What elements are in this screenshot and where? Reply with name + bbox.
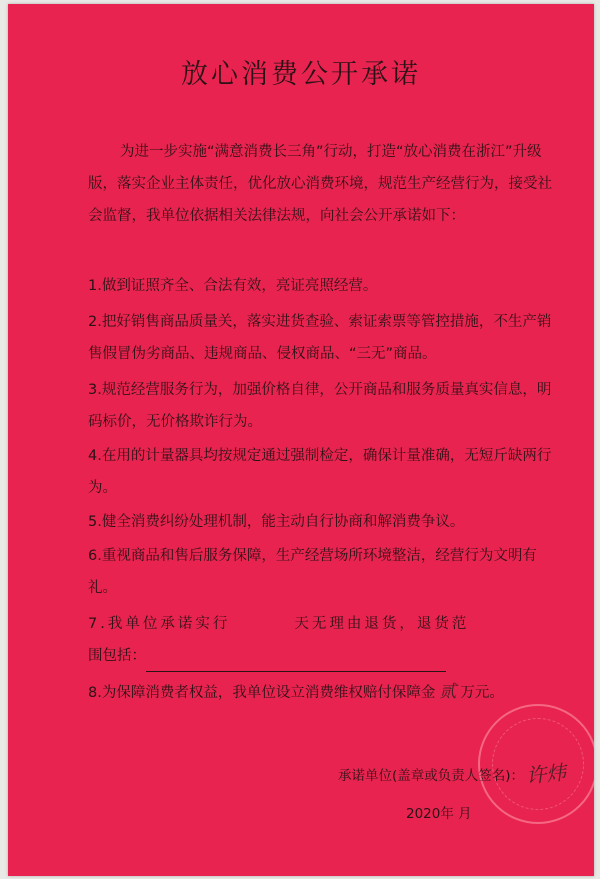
commitment-item-6: 6.重视商品和售后服务保障，生产经营场所环境整洁，经营行为文明有礼。	[88, 548, 537, 596]
commitment-item-1: 1.做到证照齐全、合法有效，亮证亮照经营。	[88, 278, 378, 294]
commitment-item-8	[88, 676, 558, 709]
item7-text-part2: 天无理由退货，退货范	[294, 616, 470, 632]
commitment-sheet	[8, 4, 594, 876]
item7-text-part1: 7.我单位承诺实行	[88, 616, 231, 632]
signature-label: 承诺单位(盖章或负责人签名)：	[338, 768, 525, 784]
intro-paragraph: 为进一步实施“满意消费长三角”行动，打造“放心消费在浙江”升级版，落实企业主体责任，优化放心消费环境，规范生产经营行为，接受社会监督，我单位依据相关法律法规，向社会公开承诺如下：	[88, 144, 552, 224]
handwritten-signature: 许炜	[525, 759, 568, 789]
commitment-item-2: 2.把好销售商品质量关，落实进货查验、索证索票等管控措施，不生产销售假冒伪劣商品、违规商品、侵权商品、“三无”商品。	[88, 314, 552, 362]
document-title: 放心消费公开承诺	[181, 59, 421, 90]
commitment-item-5: 5.健全消费纠纷处理机制，能主动自行协商和解消费争议。	[88, 514, 465, 530]
commitment-item-7	[88, 608, 558, 672]
date-line: 2020年 月	[406, 806, 472, 822]
item7-text-part3: 围包括：	[88, 648, 146, 664]
return-scope-blank-line	[146, 653, 446, 672]
item8-suffix: 万元。	[460, 685, 504, 701]
commitment-item-4: 4.在用的计量器具均按规定通过强制检定，确保计量准确，无短斤缺两行为。	[88, 448, 552, 496]
item8-prefix: 8.为保障消费者权益，我单位设立消费维权赔付保障金	[88, 685, 436, 701]
handwritten-amount: 贰	[439, 682, 457, 702]
commitment-item-3: 3.规范经营服务行为，加强价格自律，公开商品和服务质量真实信息，明码标价，无价格欺诈行为。	[88, 382, 552, 430]
